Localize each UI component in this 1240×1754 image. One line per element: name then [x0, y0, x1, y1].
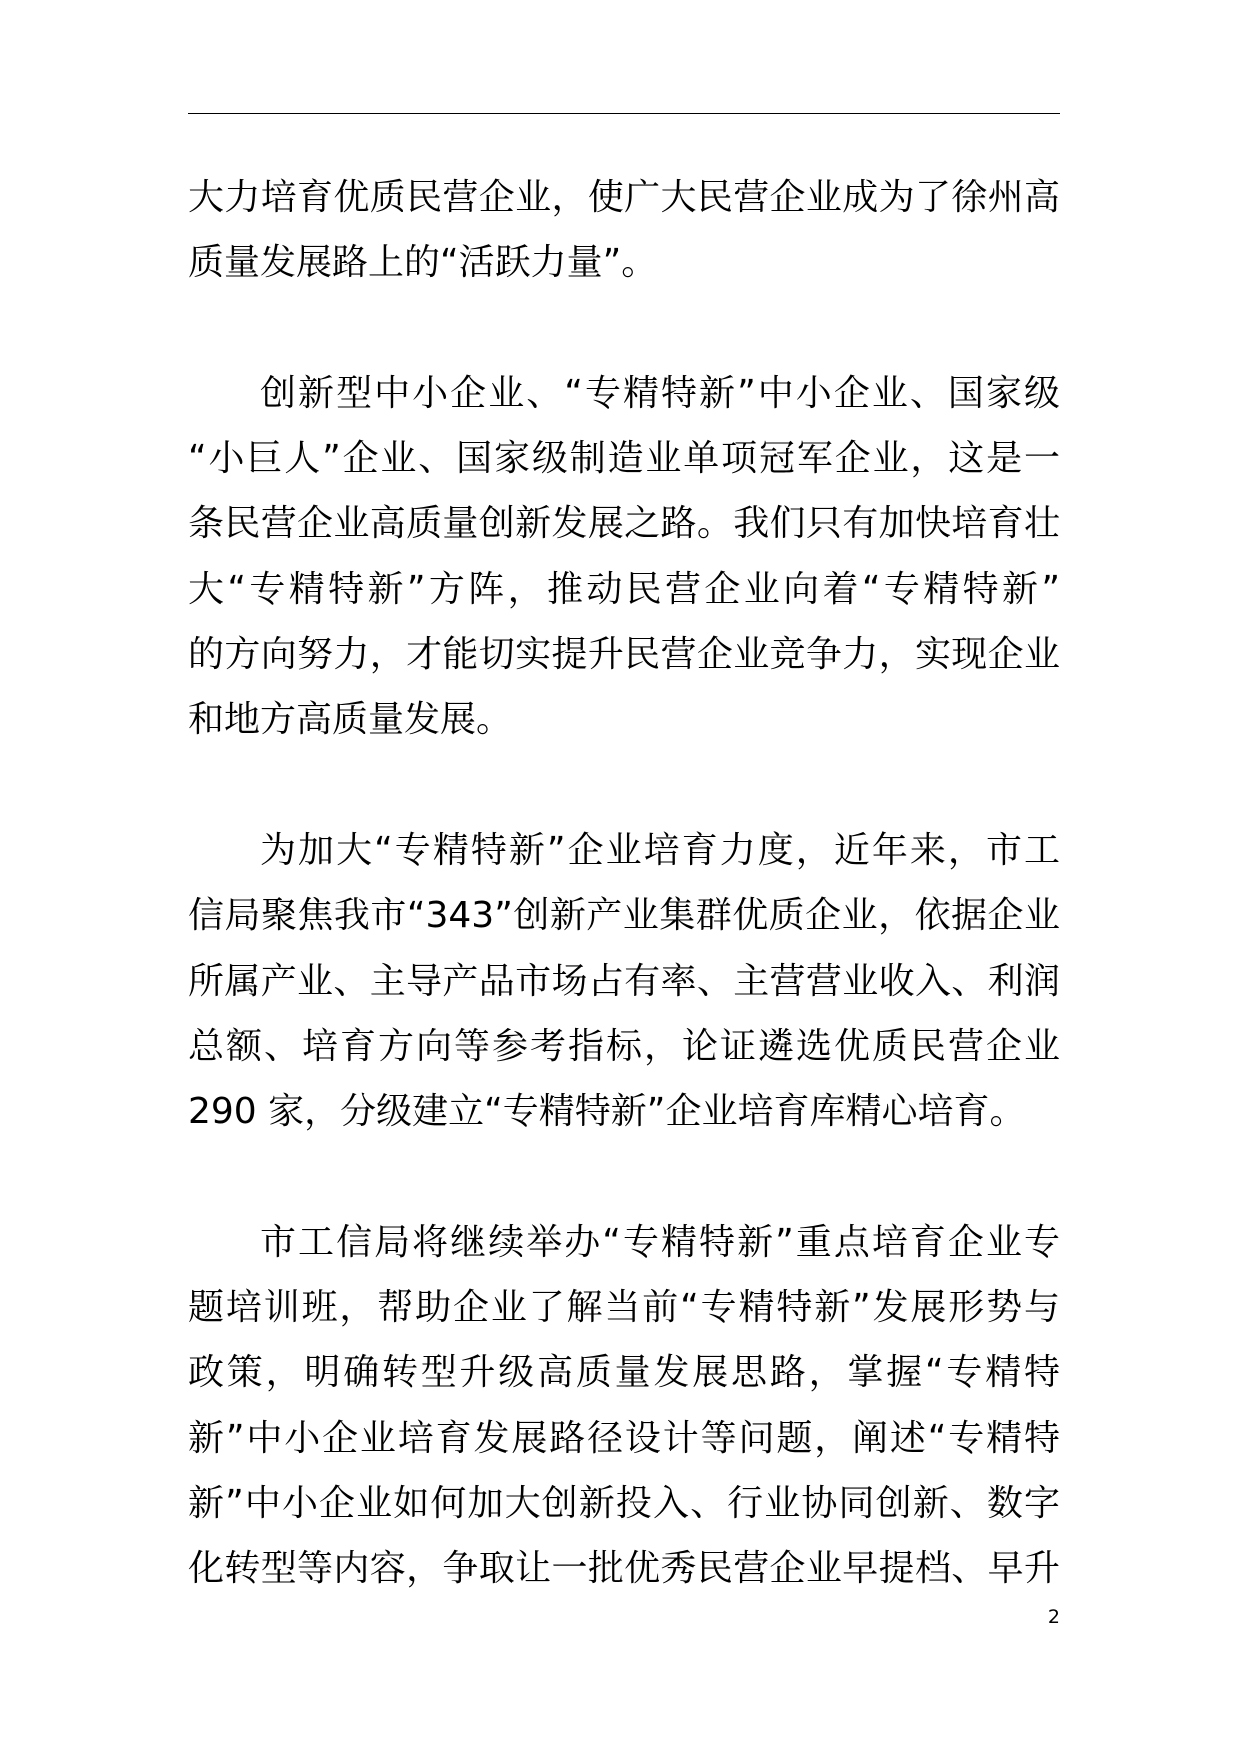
text-line: “小巨人”企业、国家级制造业单项冠军企业，这是一 [188, 438, 1060, 480]
body-text [188, 165, 1060, 1602]
text-line: 为加大“专精特新”企业培育力度，近年来，市工 [260, 829, 1060, 871]
text-line: 条民营企业高质量创新发展之路。我们只有加快培育壮 [188, 503, 1060, 545]
text-line: 新”中小企业如何加大创新投入、行业协同创新、数字 [188, 1482, 1060, 1524]
text-line: 新”中小企业培育发展路径设计等问题，阐述“专精特 [188, 1417, 1060, 1459]
text-line: 化转型等内容，争取让一批优秀民营企业早提档、早升 [188, 1548, 1060, 1590]
text-line: 总额、培育方向等参考指标，论证遴选优质民营企业 [188, 1025, 1060, 1067]
text-line: 市工信局将继续举办“专精特新”重点培育企业专 [260, 1221, 1060, 1263]
paragraph-gap [188, 296, 1060, 361]
text-line: 290 家，分级建立“专精特新”企业培育库精心培育。 [188, 1091, 1026, 1133]
text-line: 和地方高质量发展。 [188, 699, 513, 741]
paragraph-gap [188, 753, 1060, 818]
paragraph-gap [188, 1144, 1060, 1209]
text-line: 信局聚焦我市“343”创新产业集群优质企业，依据企业 [188, 895, 1060, 937]
text-line: 质量发展路上的“活跃力量”。 [188, 242, 658, 284]
text-line: 的方向努力，才能切实提升民营企业竞争力，实现企业 [188, 634, 1060, 676]
text-line: 大力培育优质民营企业，使广大民营企业成为了徐州高 [188, 177, 1060, 218]
text-line: 政策，明确转型升级高质量发展思路，掌握“专精特 [188, 1352, 1060, 1394]
text-line: 大“专精特新”方阵，推动民营企业向着“专精特新” [188, 568, 1060, 610]
text-line: 所属产业、主导产品市场占有率、主营营业收入、利润 [188, 960, 1060, 1002]
text-line: 题培训班，帮助企业了解当前“专精特新”发展形势与 [188, 1287, 1060, 1329]
text-line: 创新型中小企业、“专精特新”中小企业、国家级 [260, 372, 1060, 414]
header-rule [188, 113, 1060, 114]
page-number: 2 [1047, 1606, 1060, 1628]
